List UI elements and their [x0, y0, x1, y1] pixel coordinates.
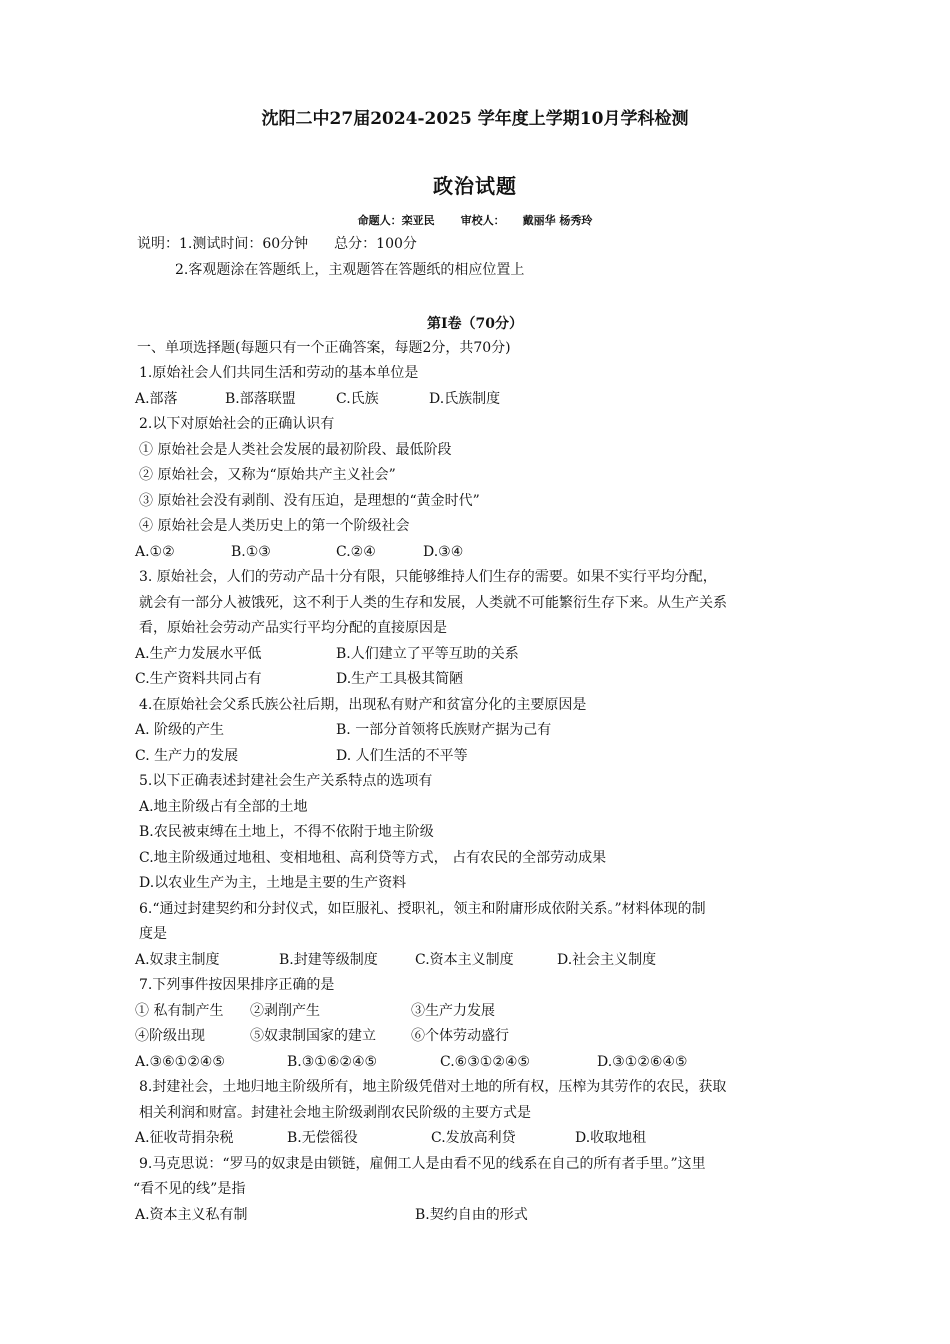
option-d: D.氏族制度 [429, 391, 501, 407]
option-d: D.收取地租 [575, 1130, 647, 1146]
option-c: C.发放高利贷 [431, 1130, 516, 1146]
option-b: B.无偿徭役 [287, 1130, 358, 1146]
question-4-stem: 4.在原始社会父系氏族公社后期，出现私有财产和贫富分化的主要原因是 [139, 697, 587, 713]
option-a: A.①② [135, 544, 175, 560]
option-b: B. 一部分首领将氏族财产据为己有 [336, 722, 552, 738]
question-5-stem: 5.以下正确表述封建社会生产关系特点的选项有 [139, 773, 433, 789]
option-c: C.资本主义制度 [415, 952, 514, 968]
option-b: B.人们建立了平等互助的关系 [336, 646, 519, 662]
option-b: B.①③ [231, 544, 271, 560]
option-d: D.社会主义制度 [557, 952, 657, 968]
question-7-item: ②剥削产生 [250, 1003, 320, 1019]
option-d: D.以农业生产为主，土地是主要的生产资料 [139, 875, 407, 891]
option-c: C. 生产力的发展 [135, 748, 239, 764]
authors-line [0, 212, 950, 228]
question-7-item: ③生产力发展 [411, 1003, 495, 1019]
option-a: A.奴隶主制度 [135, 952, 220, 968]
option-b: B.契约自由的形式 [415, 1207, 528, 1223]
option-a: A.③⑥①②④⑤ [135, 1054, 225, 1070]
option-a: A.资本主义私有制 [135, 1207, 248, 1223]
question-7-item: ① 私有制产生 [135, 1003, 224, 1019]
subject-title: 政治试题 [433, 174, 517, 198]
instruction-score: 总分：100分 [334, 236, 417, 252]
option-b: B.③①⑥②④⑤ [287, 1054, 378, 1070]
question-2-item: ③ 原始社会没有剥削、没有压迫，是理想的“黄金时代” [139, 493, 480, 509]
option-c: C.⑥③①②④⑤ [440, 1054, 530, 1070]
option-b: B.部落联盟 [225, 391, 296, 407]
section-title: 第Ⅰ卷（70分） [426, 316, 524, 332]
option-a: A.征收苛捐杂税 [135, 1130, 234, 1146]
question-3-stem: 看，原始社会劳动产品实行平均分配的直接原因是 [139, 620, 447, 636]
question-6-stem: 度是 [139, 926, 167, 942]
question-3-stem: 就会有一部分人被饿死，这不利于人类的生存和发展，人类就不可能繁衍生存下来。从生产关系 [139, 595, 727, 611]
option-a: A.地主阶级占有全部的土地 [139, 799, 308, 815]
question-8-stem: 8.封建社会，土地归地主阶级所有，地主阶级凭借对土地的所有权，压榨为其劳作的农民，获取 [139, 1079, 727, 1095]
exam-main-title: 沈阳二中27届2024-2025 学年度上学期10月学科检测 [261, 109, 689, 129]
instruction-line-1 [137, 235, 417, 253]
option-d: D. 人们生活的不平等 [336, 748, 468, 764]
part-heading: 一、单项选择题(每题只有一个正确答案，每题2分，共70分) [137, 340, 511, 356]
instruction-time: 说明：1.测试时间：60分钟 [137, 236, 309, 252]
question-9-stem: 9.马克思说：“罗马的奴隶是由锁链，雇佣工人是由看不见的线系在自己的所有者手里。”这里 [139, 1156, 706, 1172]
option-d: D.③①②⑥④⑤ [597, 1054, 688, 1070]
option-a: A.生产力发展水平低 [135, 646, 262, 662]
question-7-stem: 7.下列事件按因果排序正确的是 [139, 977, 335, 993]
option-c: C.生产资料共同占有 [135, 671, 262, 687]
author-label: 命题人：栾亚民 [357, 214, 435, 227]
question-7-item: ⑤奴隶制国家的建立 [250, 1028, 376, 1044]
question-7-item: ⑥个体劳动盛行 [411, 1028, 509, 1044]
question-9-stem: “看不见的线”是指 [133, 1181, 246, 1197]
option-a: A. 阶级的产生 [135, 722, 225, 738]
reviewer-label: 审校人： [460, 214, 505, 227]
instruction-line-2: 2.客观题涂在答题纸上，主观题答在答题纸的相应位置上 [175, 262, 525, 278]
option-b: B.封建等级制度 [279, 952, 378, 968]
question-2-item: ④ 原始社会是人类历史上的第一个阶级社会 [139, 518, 410, 534]
question-7-item: ④阶级出现 [135, 1028, 205, 1044]
option-d: D.生产工具极其简陋 [336, 671, 464, 687]
question-2-stem: 2.以下对原始社会的正确认识有 [139, 416, 335, 432]
question-2-item: ② 原始社会，又称为“原始共产主义社会” [139, 467, 396, 483]
option-b: B.农民被束缚在土地上，不得不依附于地主阶级 [139, 824, 434, 840]
question-8-stem: 相关利润和财富。封建社会地主阶级剥削农民阶级的主要方式是 [139, 1105, 531, 1121]
reviewer-names: 戴丽华 杨秀玲 [522, 214, 593, 227]
question-6-stem: 6.“通过封建契约和分封仪式，如臣服礼、授职礼，领主和附庸形成依附关系。”材料体现的制 [139, 901, 706, 917]
option-a: A.部落 [135, 391, 178, 407]
option-c: C.氏族 [336, 391, 379, 407]
option-d: D.③④ [423, 544, 464, 560]
option-c: C.地主阶级通过地租、变相地租、高利贷等方式， 占有农民的全部劳动成果 [139, 850, 607, 866]
question-2-item: ① 原始社会是人类社会发展的最初阶段、最低阶段 [139, 442, 452, 458]
question-1-stem: 1.原始社会人们共同生活和劳动的基本单位是 [139, 365, 419, 381]
question-3-stem: 3. 原始社会，人们的劳动产品十分有限，只能够维持人们生存的需要。如果不实行平均分配， [139, 569, 717, 585]
option-c: C.②④ [336, 544, 376, 560]
